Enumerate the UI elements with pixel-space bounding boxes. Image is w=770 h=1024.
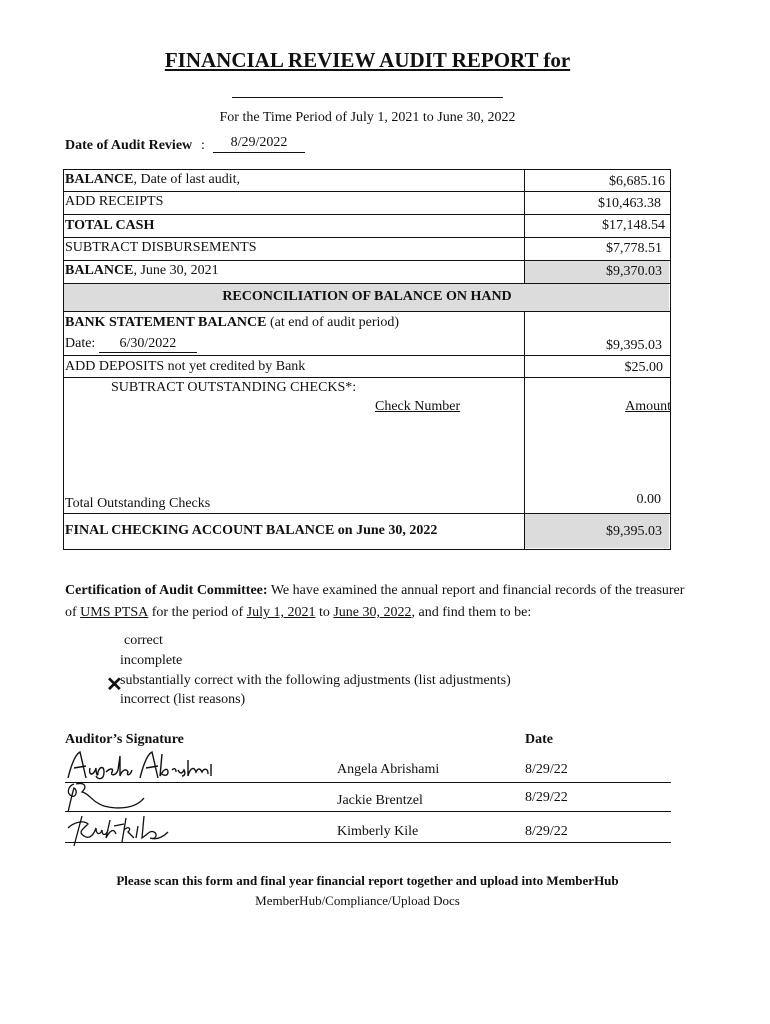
date-header: Date bbox=[525, 732, 553, 747]
option-incomplete[interactable]: incomplete bbox=[120, 653, 183, 668]
certification-text: Certification of Audit Committee: We have examined the annual report and financial records of the treasurer of UMS PTSA for the period of July 1, 2021 to June 30, 2022, and find them to be: bbox=[65, 583, 685, 620]
signer-name-3: Kimberly Kile bbox=[337, 824, 419, 839]
signer-name-1: Angela Abrishami bbox=[337, 762, 440, 777]
signature-line-3 bbox=[65, 842, 671, 843]
audit-date-label: Date of Audit Review bbox=[65, 138, 193, 153]
upload-path: MemberHub/Compliance/Upload Docs bbox=[255, 893, 460, 908]
bank-date-row bbox=[65, 335, 197, 353]
signature-angela-abrishami bbox=[64, 750, 214, 784]
certification-label: Certification of Audit Committee: bbox=[65, 583, 268, 598]
option-substantially-correct[interactable]: substantially correct with the following adjustments (list adjustments) bbox=[120, 673, 511, 688]
outstanding-checks-label: SUBTRACT OUTSTANDING CHECKS*: bbox=[111, 380, 357, 395]
row-divider bbox=[63, 237, 671, 238]
balance-june-value[interactable]: $9,370.03 bbox=[606, 264, 662, 279]
upload-instruction: Please scan this form and final year financial report together and upload into MemberHub bbox=[116, 873, 619, 888]
org-name-field[interactable]: UMS PTSA bbox=[80, 605, 149, 620]
signature-header: Auditor’s Signature bbox=[65, 732, 184, 747]
signature-kimberly-kile bbox=[64, 812, 174, 852]
signature-1-text: Angela Abrishami bbox=[64, 750, 72, 751]
report-title: FINANCIAL REVIEW AUDIT REPORT for bbox=[164, 48, 571, 72]
total-outstanding-value[interactable]: 0.00 bbox=[636, 492, 661, 507]
check-number-header: Check Number bbox=[375, 399, 461, 414]
signer-date-3[interactable]: 8/29/22 bbox=[525, 824, 568, 839]
option-incorrect[interactable]: incorrect (list reasons) bbox=[120, 692, 246, 707]
row-divider bbox=[63, 513, 671, 514]
signature-2-text: Jackie Brentzel bbox=[64, 780, 71, 781]
period-end-field[interactable]: June 30, 2022 bbox=[333, 605, 412, 620]
bank-date-label: Date: bbox=[65, 336, 96, 351]
signature-3-text: Kimberly Kile bbox=[64, 812, 70, 813]
total-outstanding-label: Total Outstanding Checks bbox=[65, 496, 211, 511]
period-start-field[interactable]: July 1, 2021 bbox=[246, 605, 316, 620]
balance-june-label: BALANCE, June 30, 2021 bbox=[65, 263, 219, 278]
signer-date-1[interactable]: 8/29/22 bbox=[525, 762, 568, 777]
selected-x-mark-icon: ✕ bbox=[106, 674, 123, 696]
balance-last-audit-value[interactable]: $6,685.16 bbox=[609, 174, 665, 189]
deposits-value[interactable]: $25.00 bbox=[624, 360, 663, 375]
add-receipts-label: ADD RECEIPTS bbox=[65, 194, 164, 209]
bank-statement-value[interactable]: $9,395.03 bbox=[606, 338, 662, 353]
total-cash-value[interactable]: $17,148.54 bbox=[602, 218, 665, 233]
audit-date-field[interactable]: 8/29/2022 bbox=[213, 133, 305, 153]
final-balance-label: FINAL CHECKING ACCOUNT BALANCE on June 30, 2022 bbox=[65, 523, 438, 538]
row-divider bbox=[63, 191, 671, 192]
row-divider bbox=[63, 214, 671, 215]
final-balance-value[interactable]: $9,395.03 bbox=[606, 524, 662, 539]
balance-last-audit-label: BALANCE, Date of last audit, bbox=[65, 172, 240, 187]
row-divider bbox=[63, 311, 671, 312]
balance-table bbox=[63, 169, 671, 550]
row-divider bbox=[63, 377, 671, 378]
amount-header: Amount bbox=[625, 399, 671, 414]
row-divider bbox=[63, 355, 671, 356]
subtract-disbursements-label: SUBTRACT DISBURSEMENTS bbox=[65, 240, 257, 255]
row-divider bbox=[63, 260, 671, 261]
bank-statement-label: BANK STATEMENT BALANCE (at end of audit period) bbox=[65, 315, 400, 330]
total-cash-label: TOTAL CASH bbox=[65, 218, 155, 233]
subtract-disbursements-value[interactable]: $7,778.51 bbox=[606, 241, 662, 256]
title-blank-line bbox=[232, 97, 503, 98]
column-divider bbox=[524, 311, 525, 549]
add-receipts-value[interactable]: $10,463.38 bbox=[598, 196, 661, 211]
column-divider bbox=[524, 169, 525, 283]
time-period: For the Time Period of July 1, 2021 to June 30, 2022 bbox=[219, 110, 516, 125]
row-divider bbox=[63, 283, 671, 284]
option-correct[interactable]: correct bbox=[124, 633, 163, 648]
bank-date-field[interactable]: 6/30/2022 bbox=[99, 335, 197, 353]
signer-date-2[interactable]: 8/29/22 bbox=[525, 790, 568, 805]
audit-date-colon: : bbox=[201, 138, 205, 153]
signer-name-2: Jackie Brentzel bbox=[337, 793, 423, 808]
reconciliation-header: RECONCILIATION OF BALANCE ON HAND bbox=[222, 289, 512, 304]
deposits-label: ADD DEPOSITS not yet credited by Bank bbox=[65, 359, 306, 374]
signature-line-1 bbox=[65, 782, 671, 783]
